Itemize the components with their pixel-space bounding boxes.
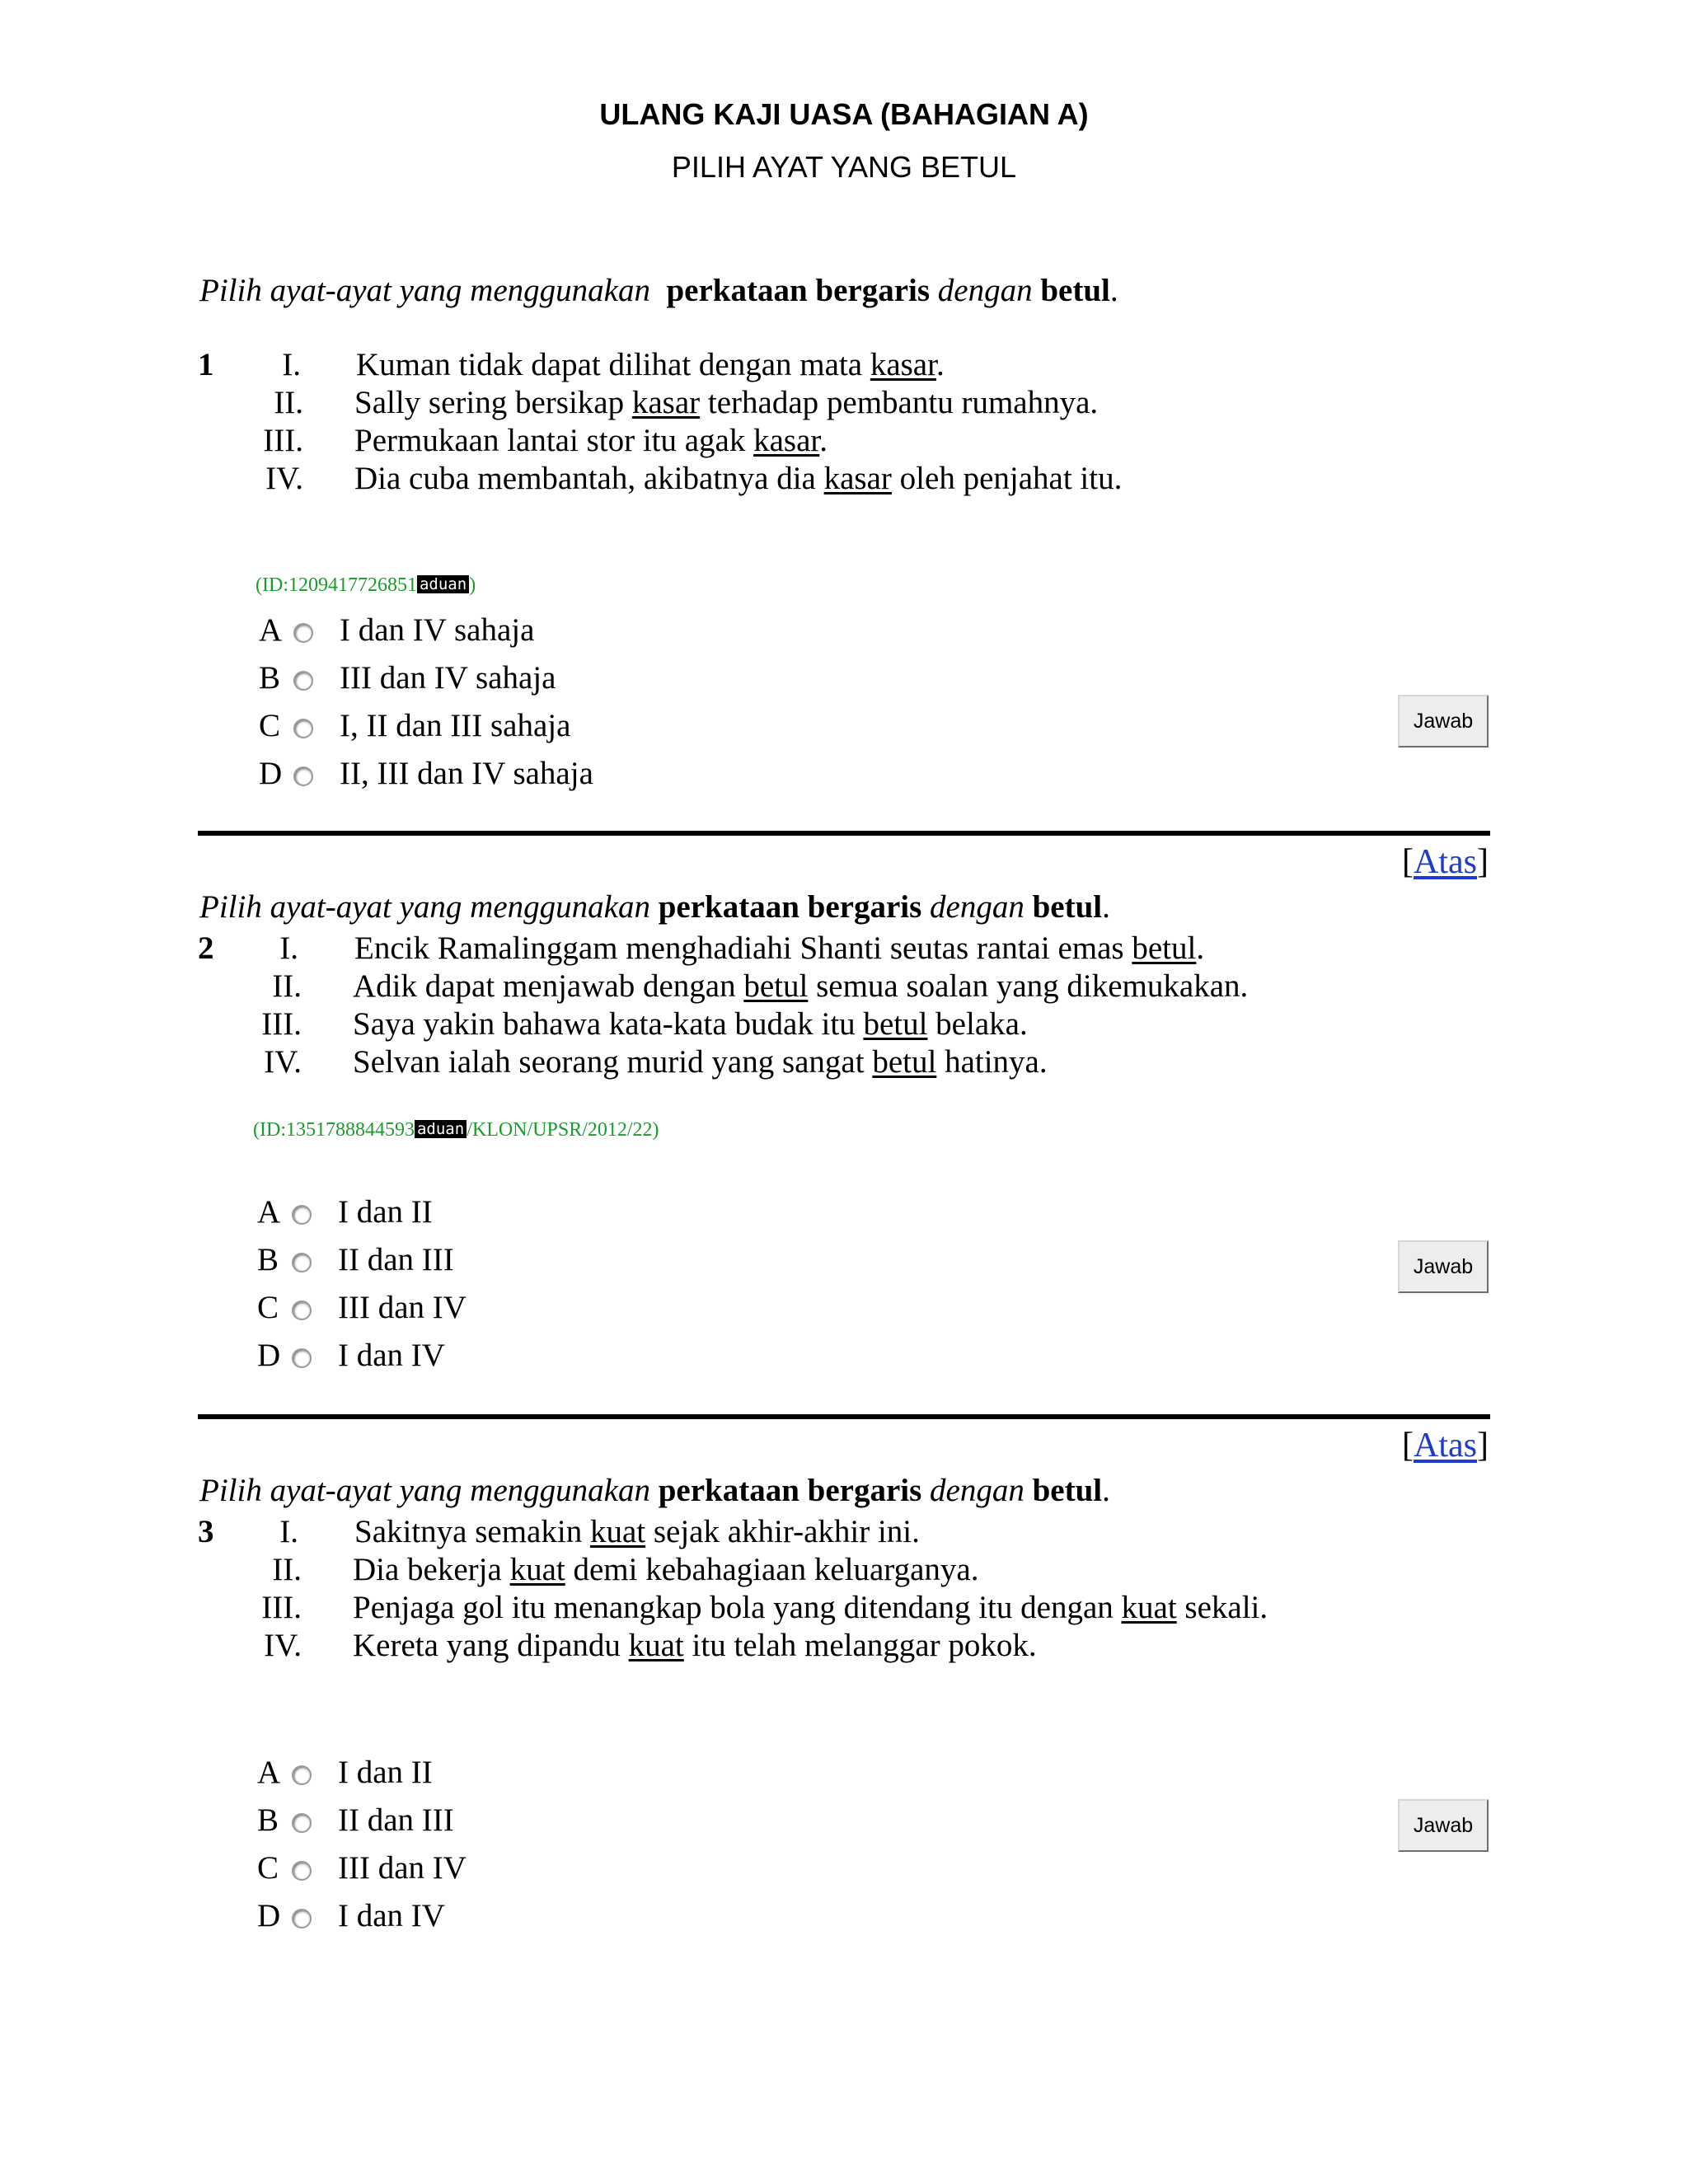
question-3-roman-1: I. xyxy=(279,1514,298,1549)
question-1-roman-4: IV. xyxy=(265,461,303,496)
aduan-link[interactable]: aduan xyxy=(415,1120,467,1138)
radio-button[interactable] xyxy=(292,1348,312,1368)
question-1-number: 1 xyxy=(198,347,214,382)
radio-button[interactable] xyxy=(293,766,313,786)
radio-button[interactable] xyxy=(293,623,313,643)
question-2-jawab-button[interactable]: Jawab xyxy=(1398,1240,1489,1293)
question-3-statement-4: Kereta yang dipandu kuat itu telah melanggar pokok. xyxy=(353,1628,1037,1663)
question-2-statement-2: Adik dapat menjawab dengan betul semua soalan yang dikemukakan. xyxy=(353,968,1249,1004)
question-1-roman-3: III. xyxy=(263,423,303,458)
question-2-roman-2: II. xyxy=(272,968,302,1004)
question-1-instruction: Pilih ayat-ayat yang menggunakan perkataan bergaris dengan betul. xyxy=(199,273,1118,308)
atas-link[interactable]: Atas xyxy=(1414,843,1477,881)
radio-button[interactable] xyxy=(292,1205,312,1225)
section-divider xyxy=(198,1414,1490,1419)
question-1-jawab-button[interactable]: Jawab xyxy=(1398,695,1489,748)
question-3-number: 3 xyxy=(198,1514,214,1549)
question-1-statement-3: Permukaan lantai stor itu agak kasar. xyxy=(354,423,828,458)
question-1-id: (ID:1209417726851 aduan ) xyxy=(256,574,476,596)
question-2-statement-3: Saya yakin bahawa kata-kata budak itu betul belaka. xyxy=(353,1006,1028,1042)
radio-button[interactable] xyxy=(292,1909,312,1929)
question-3-roman-4: IV. xyxy=(264,1628,302,1663)
question-3-statement-1: Sakitnya semakin kuat sejak akhir-akhir ini. xyxy=(354,1514,920,1549)
question-1-roman-1: I. xyxy=(282,347,301,382)
question-2-roman-3: III. xyxy=(261,1006,302,1042)
atas-link[interactable]: Atas xyxy=(1414,1427,1477,1465)
question-3-roman-2: II. xyxy=(272,1552,302,1587)
question-2-statement-4: Selvan ialah seorang murid yang sangat betul hatinya. xyxy=(353,1044,1048,1080)
question-1-statement-1: Kuman tidak dapat dilihat dengan mata kasar. xyxy=(356,347,945,382)
question-1-statement-2: Sally sering bersikap kasar terhadap pembantu rumahnya. xyxy=(354,385,1099,420)
section-divider xyxy=(198,831,1490,836)
question-2-id: (ID:1351788844593 aduan /KLON/UPSR/2012/22) xyxy=(253,1119,659,1141)
radio-button[interactable] xyxy=(292,1301,312,1320)
radio-button[interactable] xyxy=(292,1861,312,1881)
radio-button[interactable] xyxy=(292,1253,312,1272)
page-title: ULANG KAJI UASA (BAHAGIAN A) xyxy=(599,97,1089,131)
radio-button[interactable] xyxy=(292,1765,312,1785)
aduan-link[interactable]: aduan xyxy=(417,575,469,593)
question-2-atas-link-wrapper: [Atas] xyxy=(1402,843,1489,881)
question-2-number: 2 xyxy=(198,930,214,966)
radio-button[interactable] xyxy=(293,719,313,738)
question-3-statement-2: Dia bekerja kuat demi kebahagiaan keluarganya. xyxy=(353,1552,979,1587)
question-3-statement-3: Penjaga gol itu menangkap bola yang ditendang itu dengan kuat sekali. xyxy=(353,1590,1268,1625)
question-1-statement-4: Dia cuba membantah, akibatnya dia kasar oleh penjahat itu. xyxy=(354,461,1123,496)
question-3-roman-3: III. xyxy=(261,1590,302,1625)
question-1-roman-2: II. xyxy=(274,385,303,420)
page-subtitle: PILIH AYAT YANG BETUL xyxy=(671,150,1017,184)
question-2-instruction: Pilih ayat-ayat yang menggunakan perkataan bergaris dengan betul. xyxy=(199,889,1110,925)
question-2-statement-1: Encik Ramalinggam menghadiahi Shanti seutas rantai emas betul. xyxy=(354,930,1205,966)
question-3-jawab-button[interactable]: Jawab xyxy=(1398,1799,1489,1852)
radio-button[interactable] xyxy=(293,671,313,691)
question-2-roman-1: I. xyxy=(279,930,298,966)
question-3-atas-link-wrapper: [Atas] xyxy=(1402,1427,1489,1465)
question-3-instruction: Pilih ayat-ayat yang menggunakan perkataan bergaris dengan betul. xyxy=(199,1473,1110,1508)
question-2-roman-4: IV. xyxy=(264,1044,302,1080)
radio-button[interactable] xyxy=(292,1813,312,1833)
